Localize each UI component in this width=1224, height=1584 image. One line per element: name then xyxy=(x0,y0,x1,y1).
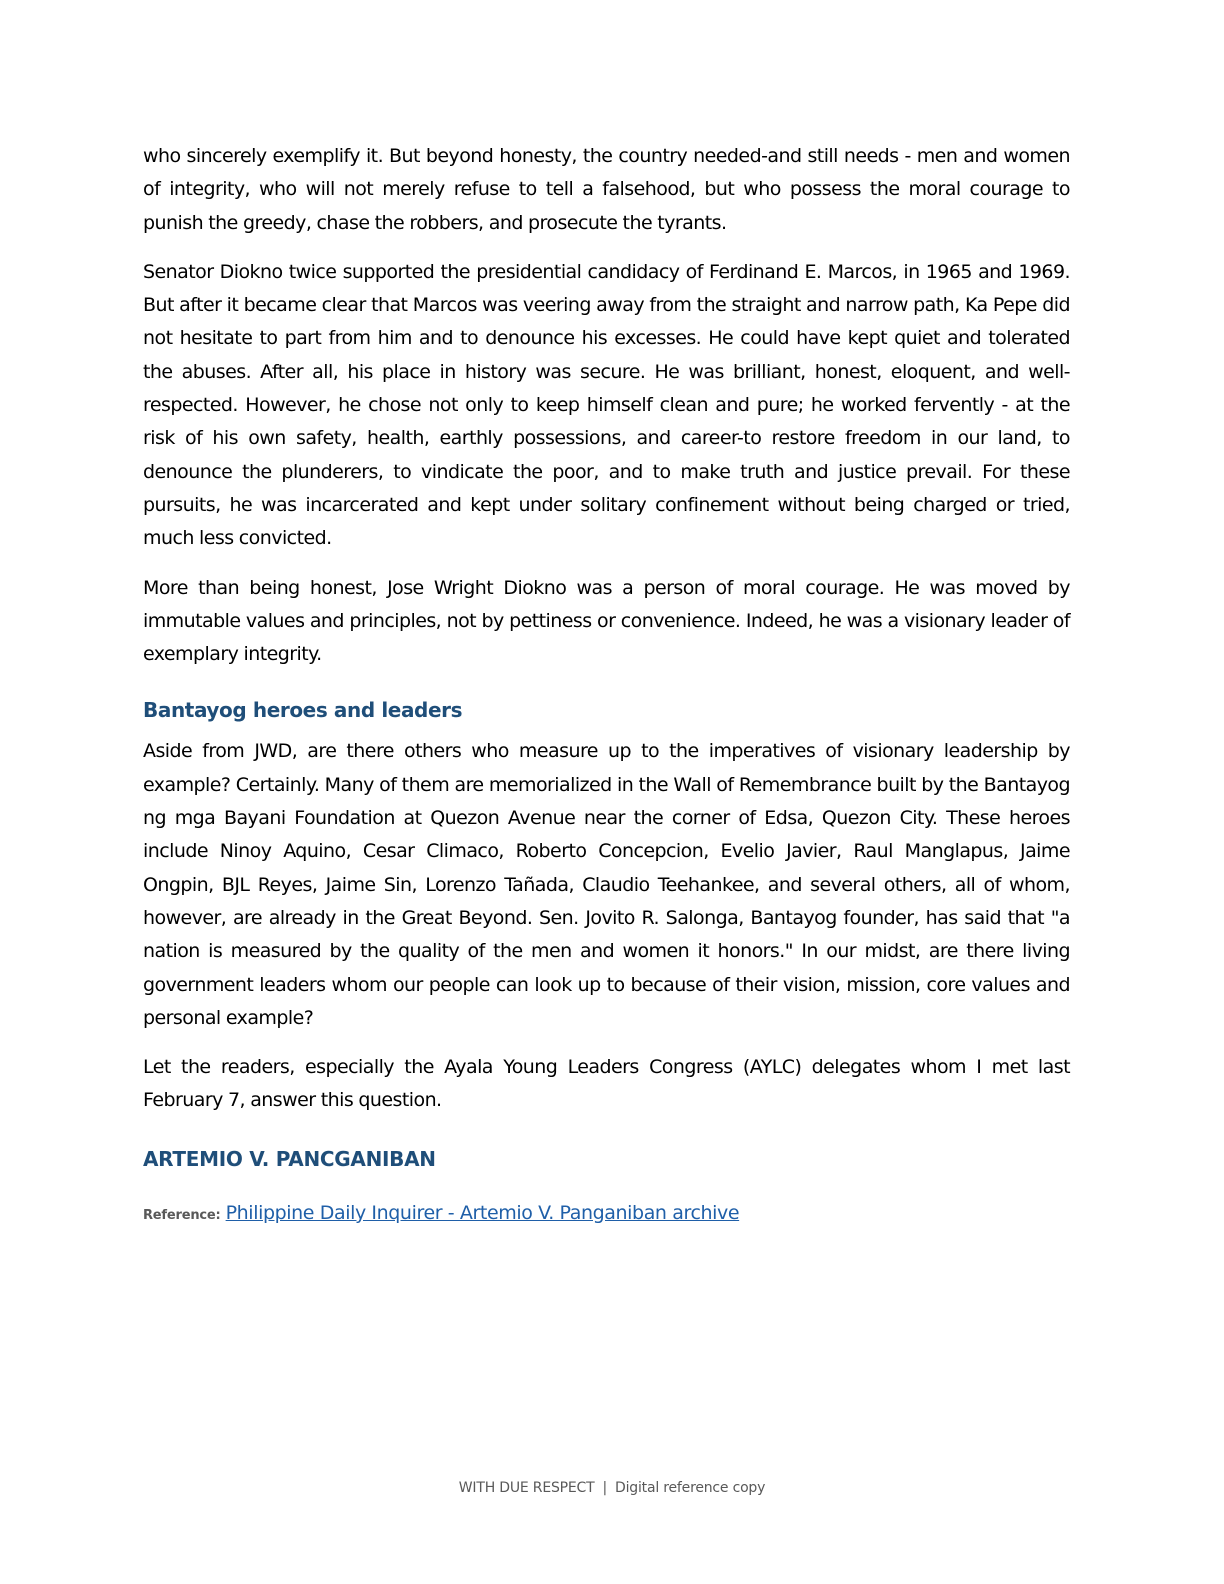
page-footer xyxy=(0,1478,1224,1498)
footer-separator: | xyxy=(602,1480,608,1496)
reference-link[interactable]: Philippine Daily Inquirer - Artemio V. Panganiban archive xyxy=(225,1201,740,1224)
reference-label: Reference: xyxy=(143,1207,221,1223)
footer-copy-note: Digital reference copy xyxy=(615,1480,766,1496)
body-paragraph: Let the readers, especially the Ayala Young Leaders Congress (AYLC) delegates whom I met last February 7, answer this question. xyxy=(143,1056,1070,1112)
article-body xyxy=(143,140,1070,1231)
author-name: ARTEMIO V. PANCGANIBAN xyxy=(143,1146,436,1171)
footer-publication: WITH DUE RESPECT xyxy=(458,1480,595,1496)
reference-line xyxy=(143,1198,1070,1231)
body-paragraph: Aside from JWD, are there others who measure up to the imperatives of visionary leadership by example? Certainly. Many of them are memorialized in the Wall of Remembrance built by the Bantayog ng mga Bayani Foundation at Quezon Avenue near the corner of Edsa, Quezon City. These heroes include Ninoy Aquino, Cesar Climaco, Roberto Concepcion, Evelio Javier, Raul Manglapus, Jaime Ongpin, BJL Reyes, Jaime Sin, Lorenzo Tañada, Claudio Teehankee, and several others, all of whom, however, are already in the Great Beyond. Sen. Jovito R. Salonga, Bantayog founder, has said that "a nation is measured by the quality of the men and women it honors." In our midst, are there living government leaders whom our people can look up to because of their vision, mission, core values and personal example? xyxy=(143,740,1070,1029)
section-heading: Bantayog heroes and leaders xyxy=(143,698,463,723)
body-paragraph: who sincerely exemplify it. But beyond honesty, the country needed-and still needs - men and women of integrity, who will not merely refuse to tell a falsehood, but who possess the moral courage to punish the greedy, chase the robbers, and prosecute the tyrants. xyxy=(143,145,1070,234)
body-paragraph: More than being honest, Jose Wright Diokno was a person of moral courage. He was moved by immutable values and principles, not by pettiness or convenience. Indeed, he was a visionary leader of exemplary integrity. xyxy=(143,576,1070,666)
body-paragraph: Senator Diokno twice supported the presidential candidacy of Ferdinand E. Marcos, in 1965 and 1969. But after it became clear that Marcos was veering away from the straight and narrow path, Ka Pepe did not hesitate to part from him and to denounce his excesses. He could have kept quiet and tolerated the abuses. After all, his place in history was secure. He was brilliant, honest, eloquent, and well-respected. However, he chose not only to keep himself clean and pure; he worked fervently - at the risk of his own safety, health, earthly possessions, and career-to restore freedom in our land, to denounce the plunderers, to vindicate the poor, and to make truth and justice prevail. For these pursuits, he was incarcerated and kept under solitary confinement without being charged or tried, much less convicted. xyxy=(143,260,1070,550)
